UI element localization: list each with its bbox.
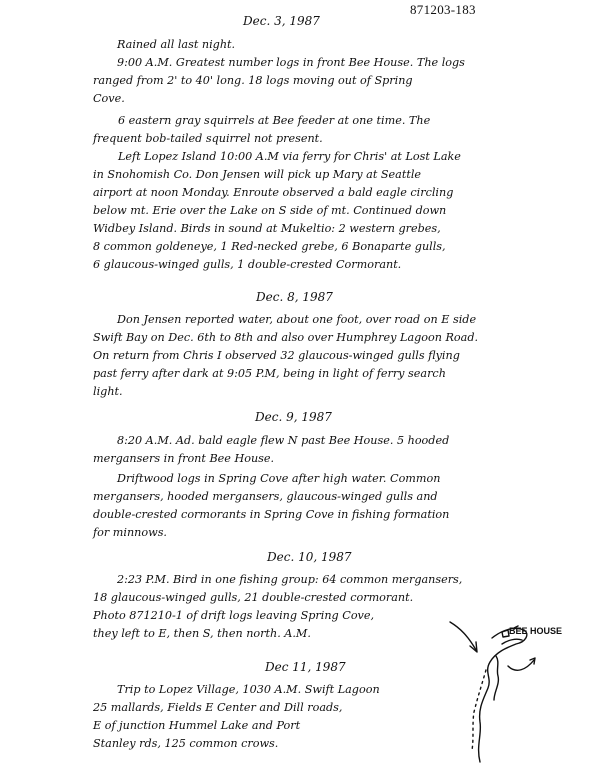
entry-line: 18 glaucous-winged gulls, 21 double-crested cormorant. [93,591,414,604]
entry-line: frequent bob-tailed squirrel not present. [93,132,323,145]
entry-line: Left Lopez Island 10:00 A.M via ferry for Chris' at Lost Lake [118,150,461,163]
entry-date: Dec 11, 1987 [265,660,346,674]
entry-line: 9:00 A.M. Greatest number logs in front Bee House. The logs [117,56,465,69]
entry-line: E of junction Hummel Lake and Port [93,719,301,732]
entry-date: Dec. 9, 1987 [255,410,332,424]
entry-date: Dec. 3, 1987 [243,14,320,28]
entry-line: Swift Bay on Dec. 6th to 8th and also over Humphrey Lagoon Road. [93,331,479,344]
entry-date: Dec. 10, 1987 [267,550,352,564]
entry-line: airport at noon Monday. Enroute observed a bald eagle circling [93,186,454,199]
entry-line: 6 eastern gray squirrels at Bee feeder at one time. The [118,114,431,127]
entry-line: mergansers in front Bee House. [93,452,275,465]
entry-line: 2:23 P.M. Bird in one fishing group: 64 common mergansers, [117,573,463,586]
entry-line: Stanley rds, 125 common crows. [93,737,279,750]
entry-line: 25 mallards, Fields E Center and Dill roads, [93,701,343,714]
entry-line: Photo 871210-1 of drift logs leaving Spring Cove, [93,609,375,622]
entry-line: past ferry after dark at 9:05 P.M, being in light of ferry search [93,367,446,380]
entry-line: Driftwood logs in Spring Cove after high water. Common [117,472,441,485]
entry-line: below mt. Erie over the Lake on S side of mt. Continued down [93,204,447,217]
bee-house-label: BEE HOUSE [509,626,563,636]
entry-line: mergansers, hooded mergansers, glaucous-winged gulls and [93,490,438,503]
entry-line: they left to E, then S, then north. A.M. [93,627,311,640]
entry-line: Don Jensen reported water, about one foot, over road on E side [117,313,477,326]
entry-line: On return from Chris I observed 32 glaucous-winged gulls flying [93,349,460,362]
entry-line: ranged from 2' to 40' long. 18 logs moving out of Spring [93,74,413,87]
entry-line: for minnows. [93,526,167,539]
entry-line: 6 glaucous-winged gulls, 1 double-crested Cormorant. [93,258,402,271]
entry-line: double-crested cormorants in Spring Cove in fishing formation [93,508,450,521]
entry-line: 8 common goldeneye, 1 Red-necked grebe, 6 Bonaparte gulls, [93,240,446,253]
entry-line: light. [93,385,123,398]
entry-line: 8:20 A.M. Ad. bald eagle flew N past Bee House. 5 hooded [117,434,450,447]
entry-line: Trip to Lopez Village, 1030 A.M. Swift Lagoon [117,683,380,696]
entry-line: Widbey Island. Birds in sound at Mukeltio: 2 western grebes, [93,222,441,235]
entry-line: in Snohomish Co. Don Jensen will pick up Mary at Seattle [93,168,422,181]
entry-line: Rained all last night. [117,38,236,51]
entry-line: Cove. [93,92,125,105]
document-number: 871203-183 [410,2,476,17]
entry-date: Dec. 8, 1987 [256,290,333,304]
